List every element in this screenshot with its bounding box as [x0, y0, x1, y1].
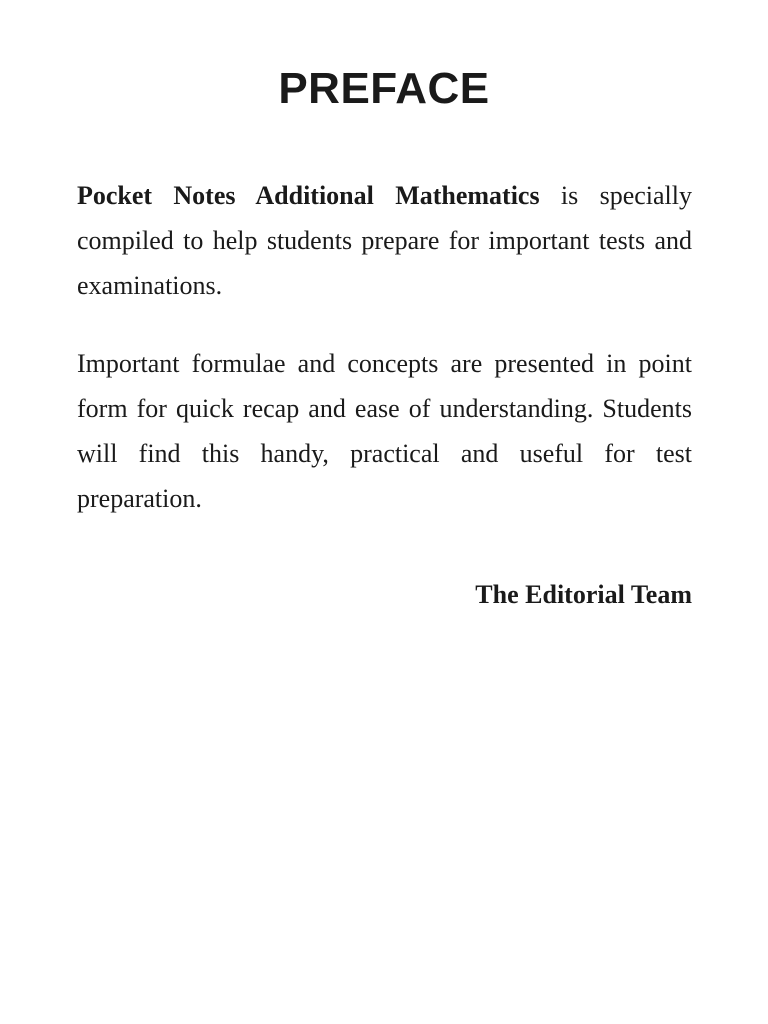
intro-paragraph: [77, 173, 692, 308]
book-title: Pocket Notes Additional Mathematics: [77, 181, 540, 210]
intro-paragraph-text: is specially compiled to help students prepare for important tests and examinations.: [77, 181, 692, 300]
description-paragraph: Important formulae and concepts are presented in point form for quick recap and ease of understanding. Students will find this handy, practical and useful for test preparation.: [77, 349, 692, 513]
signature: The Editorial Team: [475, 580, 692, 609]
page-title: PREFACE: [278, 64, 490, 113]
